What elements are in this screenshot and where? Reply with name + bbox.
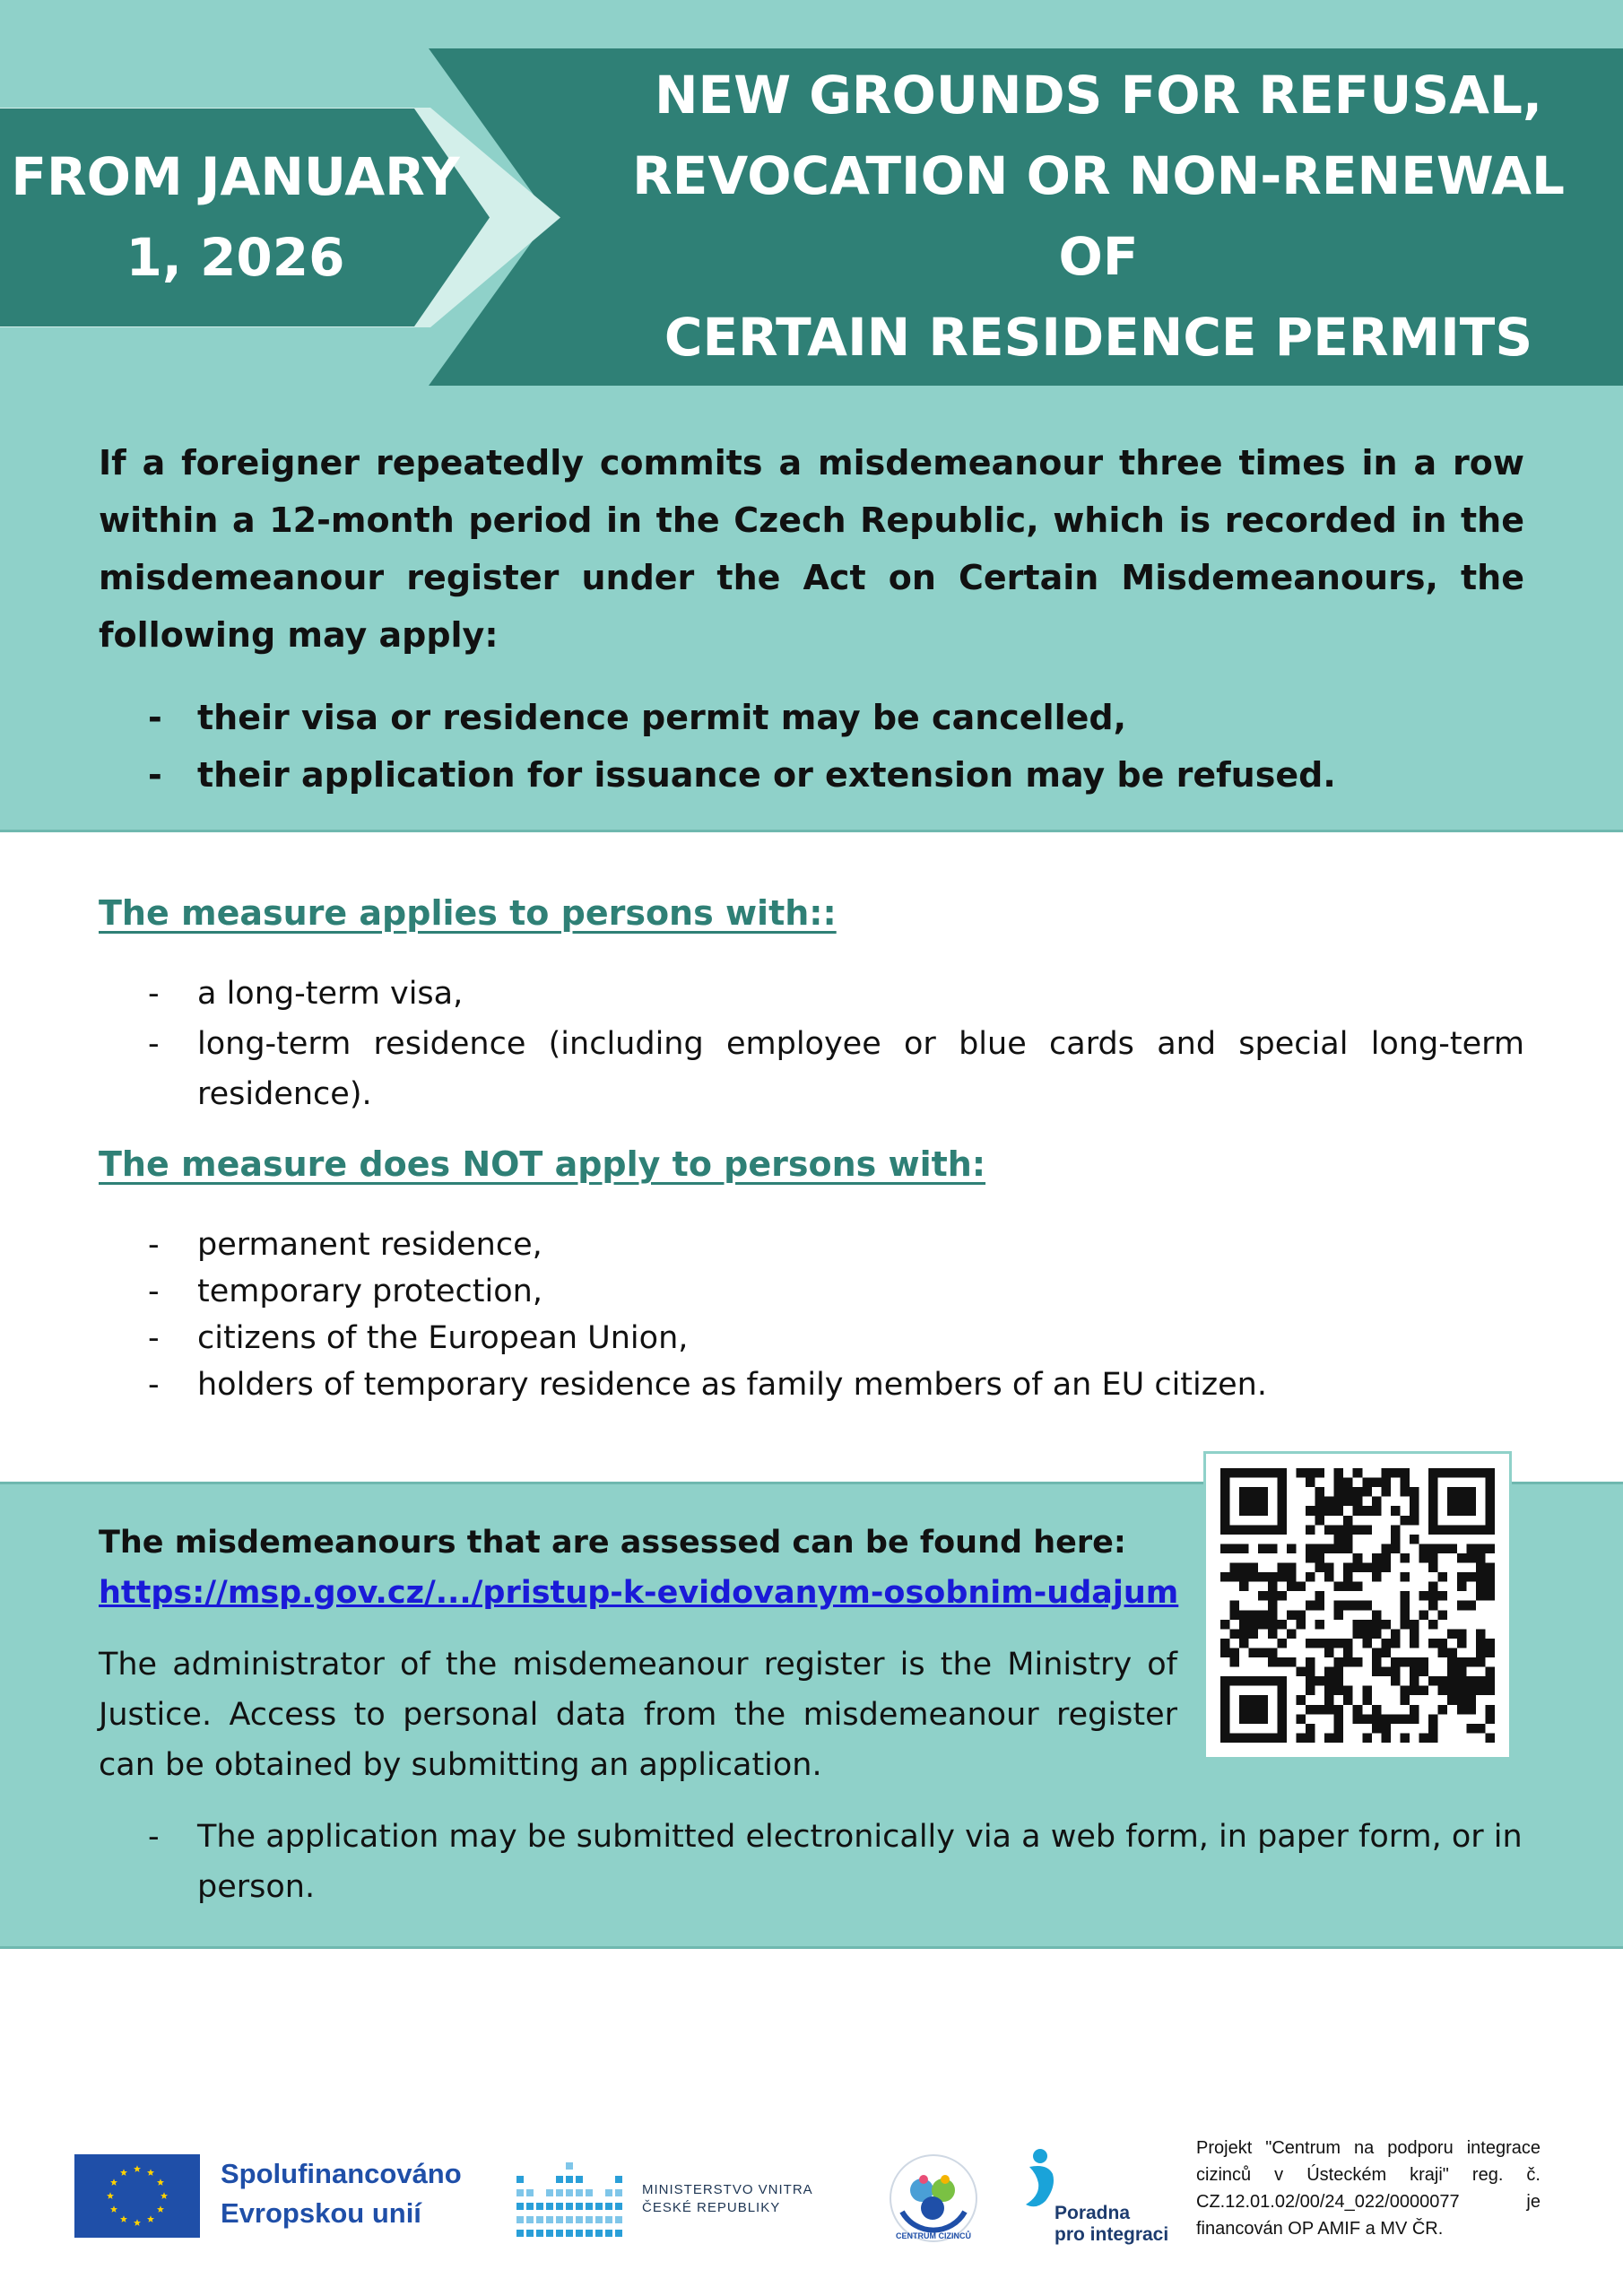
register-link[interactable]: https://msp.gov.cz/.../pristup-k-evidovanym-osobnim-udajum	[99, 1575, 1179, 1611]
page-title	[592, 48, 1605, 386]
intro-bullet-list	[99, 689, 1524, 804]
title-line-1: NEW GROUNDS FOR REFUSAL,	[654, 65, 1543, 126]
list-item: - citizens of the European Union,	[148, 1320, 689, 1356]
list-item: - permanent residence,	[148, 1227, 542, 1263]
admin-bullet-list	[99, 1812, 1524, 1912]
ministry-line-1: MINISTERSTVO VNITRA	[642, 2182, 813, 2197]
poradna-line-1: Poradna	[1055, 2203, 1131, 2223]
admin-paragraph: The administrator of the misdemeanour register is the Ministry of Justice. Access to personal data from the misdemeanour register can be obtained by submitting an application.	[99, 1647, 1177, 1783]
not-applies-heading: The measure does NOT apply to persons with:	[99, 1144, 986, 1184]
not-applies-list	[99, 1222, 1524, 1408]
list-item: - temporary protection,	[148, 1274, 542, 1309]
list-item: - a long-term visa,	[148, 976, 464, 1012]
footer	[0, 2126, 1623, 2269]
eu-cofunding-label	[221, 2154, 462, 2233]
centrum-cizincu-logo-icon	[884, 2149, 983, 2248]
poradna-label	[1055, 2203, 1168, 2246]
list-item: - their visa or residence permit may be cancelled,	[148, 698, 1127, 737]
list-item: - long-term residence (including employee or blue cards and special long-term residence).	[148, 1026, 1524, 1112]
title-line-3: CERTAIN RESIDENCE PERMITS	[664, 306, 1533, 368]
ministry-label	[642, 2181, 813, 2217]
eu-flag-icon	[74, 2154, 200, 2238]
qr-code-icon[interactable]	[1220, 1468, 1495, 1743]
ministry-line-2: ČESKÉ REPUBLIKY	[642, 2200, 781, 2215]
title-line-2: REVOCATION OR NON-RENEWAL OF	[632, 145, 1565, 287]
intro-paragraph: If a foreigner repeatedly commits a misdemeanour three times in a row within a 12-month period in the Czech Republic, which is recorded in the misdemeanour register under the Act on Certain Misdemeanours, the following may apply:	[99, 443, 1524, 655]
list-item: - their application for issuance or extension may be refused.	[148, 755, 1336, 795]
project-info: Projekt "Centrum na podporu integrace cizinců v Ústeckém kraji" reg. č. CZ.12.01.02/00/24_022/0000077 je financován OP AMIF a MV ČR.	[1196, 2138, 1541, 2239]
date-line-2: 1, 2026	[126, 226, 345, 288]
date-label	[0, 109, 471, 326]
ministry-logo-icon	[515, 2149, 628, 2239]
centrum-cizincu-label: CENTRUM CIZINCŮ	[896, 2231, 971, 2240]
applies-list	[99, 969, 1524, 1119]
eu-line-1: Spolufinancováno	[221, 2158, 462, 2189]
eu-line-2: Evropskou unií	[221, 2197, 421, 2229]
info-label: The misdemeanours that are assessed can be found here:	[99, 1525, 1126, 1561]
poradna-line-2: pro integraci	[1055, 2224, 1169, 2245]
applies-heading: The measure applies to persons with::	[99, 893, 837, 933]
qr-code-frame	[1203, 1451, 1512, 1760]
list-item: - holders of temporary residence as family members of an EU citizen.	[148, 1367, 1267, 1403]
list-item: - The application may be submitted electronically via a web form, in paper form, or in person.	[148, 1819, 1523, 1905]
date-line-1: FROM JANUARY	[11, 145, 460, 207]
